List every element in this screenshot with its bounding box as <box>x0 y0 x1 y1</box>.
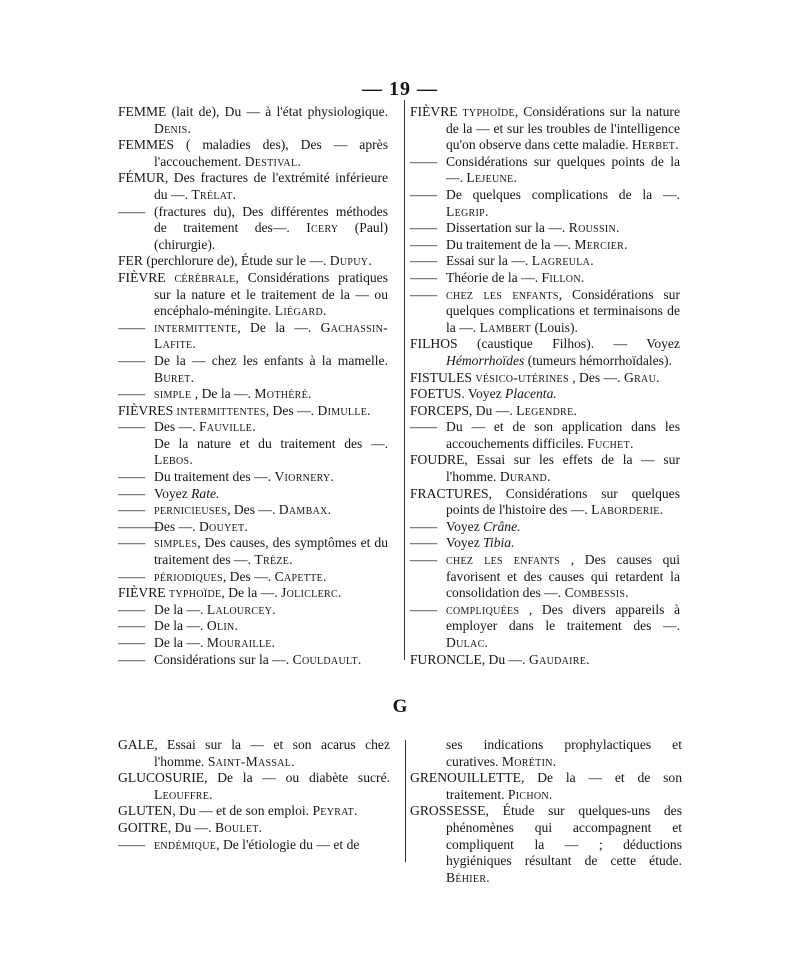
index-entry <box>118 137 388 170</box>
index-entry <box>118 353 388 386</box>
entry-text: FIÈVRES <box>118 402 177 418</box>
index-column-right-g <box>410 737 682 886</box>
entry-text: GLUTEN, Du — et de son emploi. <box>118 803 313 819</box>
entry-author-or-qualifier: Trèze. <box>254 552 293 568</box>
entry-text: , Des divers appareils à employer dans le traitement des —. <box>446 601 680 634</box>
entry-text: GOITRE, Du —. <box>118 819 216 835</box>
index-entry <box>118 104 388 137</box>
ditto-rule: —— <box>410 552 438 568</box>
entry-author-or-qualifier: cérébrale <box>174 269 236 285</box>
ditto-rule: —— <box>118 535 146 551</box>
entry-text: Considérations sur quelques points de la —. <box>446 153 680 186</box>
entry-text: , Considérations pratiques sur la nature et le traitement de la — ou encéphalo-méningite. <box>154 269 388 319</box>
entry-author-or-qualifier: typhoïde <box>168 585 222 601</box>
entry-text: FEMMES ( maladies des), Des — après l'accouchement. <box>118 137 388 169</box>
index-entry <box>118 569 388 586</box>
index-column-right <box>410 104 680 668</box>
ditto-rule: —— <box>410 186 438 202</box>
entry-author-or-qualifier: Saint-Massal. <box>207 753 295 769</box>
ditto-rule: —— <box>410 153 438 169</box>
entry-text: FILHOS (caustique Filhos). — Voyez <box>410 336 680 352</box>
index-entry <box>410 370 680 387</box>
index-entry <box>410 220 680 237</box>
entry-text: Dissertation sur la —. <box>446 220 569 236</box>
entry-author-or-qualifier: Mouraille. <box>206 635 276 650</box>
section-letter: G <box>392 696 408 717</box>
entry-text: (Louis). <box>531 319 578 335</box>
ditto-rule: —— <box>118 601 146 617</box>
ditto-rule: —— <box>410 518 438 534</box>
entry-text: FIÈVRE <box>118 269 175 285</box>
entry-author-or-qualifier: Olin. <box>206 618 239 634</box>
entry-author-or-qualifier: simple <box>154 386 192 402</box>
entry-text: , Des causes qui favorisent et des causes qui retardent la consolidation des —. <box>446 552 680 601</box>
index-entry <box>410 452 680 485</box>
entry-text: De la —. <box>154 601 207 617</box>
entry-cross-reference: Placenta. <box>505 386 557 402</box>
ditto-rule: —— <box>118 203 146 219</box>
entry-text: , Des causes, des symptômes et du traitement des —. <box>154 535 388 568</box>
entry-author-or-qualifier: Gachassin-Lafite. <box>154 319 388 352</box>
entry-author-or-qualifier: chez les enfants <box>446 552 561 568</box>
entry-author-or-qualifier: Liégard. <box>274 303 327 319</box>
entry-text: FIÈVRE <box>118 585 169 601</box>
index-entry <box>410 336 680 369</box>
ditto-rule: —— <box>118 651 146 667</box>
index-entry <box>410 519 680 536</box>
index-entry <box>118 170 388 203</box>
index-entry <box>410 803 682 886</box>
entry-text: , De la —. <box>191 386 255 402</box>
entry-author-or-qualifier: Couldault. <box>292 651 362 667</box>
entry-text: De la — chez les enfants à la mamelle. <box>154 352 388 368</box>
entry-text: FÉMUR, Des fractures de l'extrémité inférieure du —. <box>118 170 388 202</box>
entry-text: FOETUS. Voyez <box>410 386 506 402</box>
index-entry <box>118 403 388 420</box>
entry-author-or-qualifier: chez les enfants <box>446 286 559 302</box>
ditto-rule: —— <box>118 618 146 634</box>
entry-text: Du traitement de la —. <box>446 236 575 252</box>
entry-text: Théorie de la —. <box>446 269 542 285</box>
entry-author-or-qualifier: Fillon. <box>541 269 585 285</box>
column-divider-g <box>405 740 406 862</box>
entry-text: GALE, Essai sur la — et son acarus chez l'homme. <box>118 737 390 769</box>
entry-text: (tumeurs hémorrhoïdales). <box>524 352 672 368</box>
entry-cross-reference: Crâne. <box>483 518 521 534</box>
entry-author-or-qualifier: Pichon. <box>507 786 553 802</box>
entry-text: Essai sur la —. <box>446 253 532 269</box>
entry-author-or-qualifier: Morétin. <box>501 753 557 769</box>
entry-text: GLUCOSURIE, De la — ou diabète sucré. <box>118 770 390 786</box>
index-entry <box>118 419 388 436</box>
entry-text: Des —. <box>154 518 199 534</box>
entry-text: , Considérations sur quelques complications et terminaisons de la —. <box>446 286 680 335</box>
entry-author-or-qualifier: Durand. <box>499 469 551 485</box>
entry-author-or-qualifier: Grau. <box>623 369 660 385</box>
ditto-rule: —— <box>410 286 438 302</box>
entry-text: FEMME (lait de), Du — à l'état physiologique. <box>118 104 388 119</box>
index-entry <box>118 469 388 486</box>
ditto-rule: —— <box>410 269 438 285</box>
entry-text: (Paul) (chirurgie). <box>154 220 389 252</box>
index-entry <box>410 770 682 803</box>
entry-author-or-qualifier: Fuchet. <box>587 435 634 451</box>
index-entry <box>410 237 680 254</box>
index-entry <box>410 253 680 270</box>
entry-text: , Considérations sur la nature de la — et sur les troubles de l'intelligence qu'on observe dans cette maladie. <box>446 104 680 153</box>
entry-author-or-qualifier: Béhier. <box>446 869 491 885</box>
entry-author-or-qualifier: Dimulle. <box>317 402 371 418</box>
entry-author-or-qualifier: Boulet. <box>215 819 263 835</box>
entry-author-or-qualifier: Mercier. <box>574 236 628 252</box>
entry-author-or-qualifier: Dambax. <box>278 502 332 518</box>
ditto-rule: —— <box>118 469 146 485</box>
entry-author-or-qualifier: Douyet. <box>198 518 249 534</box>
column-divider <box>404 100 405 660</box>
index-entry <box>118 502 388 519</box>
entry-author-or-qualifier: Laborderie. <box>591 502 664 518</box>
entry-text: FRACTURES, Considérations sur quelques points de l'histoire des —. <box>410 485 680 518</box>
ditto-rule: —— <box>118 502 146 518</box>
entry-text: Voyez <box>446 535 484 551</box>
index-entry <box>118 652 388 669</box>
entry-text: FURONCLE, Du —. <box>410 651 529 667</box>
index-entry <box>118 204 388 254</box>
index-entry <box>410 270 680 287</box>
entry-author-or-qualifier: typhoïde <box>462 104 515 119</box>
entry-author-or-qualifier: Trélat. <box>191 186 237 202</box>
entry-text: FER (perchlorure de), Étude sur le —. <box>118 253 330 269</box>
entry-author-or-qualifier: Mothéré. <box>254 386 312 402</box>
entry-author-or-qualifier: simples <box>154 535 198 551</box>
entry-author-or-qualifier: périodiques <box>154 568 223 584</box>
entry-text: De la nature et du traitement des —. <box>154 435 388 451</box>
entry-author-or-qualifier: compliquées <box>446 601 520 617</box>
index-entry <box>118 486 388 503</box>
index-entry <box>118 436 388 469</box>
entry-author-or-qualifier: intermittente <box>154 319 238 335</box>
entry-author-or-qualifier: Buret. <box>154 369 195 385</box>
entry-author-or-qualifier: vésico-utérines <box>475 369 569 385</box>
index-entry <box>410 154 680 187</box>
entry-text: GROSSESSE, Étude sur quelques-uns des phénomènes qui accompagnent et compliquent la — ; déductions hygiéniques résultant de cette étude. <box>410 803 682 869</box>
entry-author-or-qualifier: Combessis. <box>564 585 629 601</box>
index-entry <box>410 486 680 519</box>
index-entry <box>118 820 390 837</box>
entry-author-or-qualifier: Herbet. <box>631 137 679 153</box>
index-entry <box>118 602 388 619</box>
index-entry <box>118 585 388 602</box>
entry-author-or-qualifier: Joliclerc. <box>281 585 342 601</box>
ditto-rule: —— <box>118 635 146 650</box>
entry-text: Du traitement des —. <box>154 469 275 485</box>
entry-author-or-qualifier: Fauville. <box>198 419 256 435</box>
entry-cross-reference: Tibia. <box>483 535 515 551</box>
entry-text: , Des —. <box>222 568 275 584</box>
ditto-rule: ——— <box>118 518 159 534</box>
entry-text: Des —. <box>154 419 199 435</box>
index-entry <box>410 652 680 669</box>
entry-text: (fractures du), Des différentes méthodes de traitement des—. <box>154 203 388 236</box>
ditto-rule: —— <box>118 419 146 435</box>
entry-text: , De l'étiologie du — et de <box>216 836 360 852</box>
entry-author-or-qualifier: Peyrat. <box>312 803 358 819</box>
ditto-rule: —— <box>118 352 146 368</box>
entry-text: FOUDRE, Essai sur les effets de la — sur l'homme. <box>410 452 680 485</box>
entry-author-or-qualifier: pernicieuses <box>154 502 228 518</box>
entry-cross-reference: Hémorrhoïdes <box>446 352 525 368</box>
index-entry <box>118 737 390 770</box>
index-entry <box>118 618 388 635</box>
ditto-rule: —— <box>410 253 438 269</box>
entry-author-or-qualifier: Roussin. <box>568 220 620 236</box>
entry-text: , De la —. <box>221 585 282 601</box>
ditto-rule: —— <box>118 836 146 852</box>
entry-author-or-qualifier: Legrip. <box>446 203 489 219</box>
entry-author-or-qualifier: Leouffre. <box>154 786 213 802</box>
ditto-rule: —— <box>410 419 438 435</box>
ditto-rule: —— <box>410 220 438 236</box>
entry-author-or-qualifier: Denis. <box>154 120 192 136</box>
index-entry <box>410 737 682 770</box>
entry-text: FISTULES <box>410 369 476 385</box>
entry-author-or-qualifier: Legendre. <box>516 402 578 418</box>
index-entry <box>410 552 680 602</box>
index-entry <box>118 320 388 353</box>
index-entry <box>118 519 388 536</box>
index-entry <box>118 635 388 652</box>
entry-author-or-qualifier: Lebos. <box>154 452 194 468</box>
entry-text: ses indications prophylactiques et curatives. <box>446 737 682 769</box>
index-entry <box>118 837 390 854</box>
ditto-rule: —— <box>118 386 146 402</box>
index-entry <box>118 386 388 403</box>
index-entry <box>410 104 680 154</box>
ditto-rule: —— <box>410 236 438 252</box>
entry-author-or-qualifier: Icery <box>306 220 339 236</box>
entry-author-or-qualifier: Dulac. <box>446 635 489 650</box>
entry-text: Voyez <box>446 518 484 534</box>
entry-author-or-qualifier: Lagreula. <box>531 253 594 269</box>
index-entry <box>410 535 680 552</box>
entry-text: De la —. <box>154 635 207 650</box>
entry-text: Voyez <box>154 485 192 501</box>
index-entry <box>118 253 388 270</box>
entry-text: Considérations sur la —. <box>154 651 293 667</box>
page-number: — 19 — <box>362 78 438 100</box>
index-entry <box>410 386 680 403</box>
entry-text: , De la —. <box>237 319 321 335</box>
ditto-rule: —— <box>410 535 438 551</box>
entry-text: De la —. <box>154 618 207 634</box>
entry-text: FIÈVRE <box>410 104 463 119</box>
index-entry <box>118 535 388 568</box>
index-entry <box>410 602 680 652</box>
entry-author-or-qualifier: Lalourcey. <box>206 601 277 617</box>
entry-cross-reference: Rate. <box>191 485 220 501</box>
entry-text: FORCEPS, Du —. <box>410 402 517 418</box>
index-entry <box>410 419 680 452</box>
ditto-rule: —— <box>118 485 146 501</box>
ditto-rule: —— <box>118 568 146 584</box>
entry-author-or-qualifier: intermittentes <box>176 402 266 418</box>
entry-author-or-qualifier: Dupuy. <box>329 253 373 269</box>
ditto-rule: —— <box>118 319 146 335</box>
entry-text: , Des —. <box>568 369 624 385</box>
ditto-rule: —— <box>410 601 438 617</box>
entry-author-or-qualifier: Capette. <box>274 568 327 584</box>
entry-text: De quelques complications de la —. <box>446 186 680 202</box>
entry-text: Du — et de son application dans les accouchements difficiles. <box>446 419 680 451</box>
index-entry <box>410 403 680 420</box>
index-entry <box>410 287 680 337</box>
entry-author-or-qualifier: endémique <box>154 836 217 852</box>
index-entry <box>410 187 680 220</box>
entry-author-or-qualifier: Gaudaire. <box>528 651 590 667</box>
entry-author-or-qualifier: Viornery. <box>274 469 335 485</box>
entry-author-or-qualifier: Lambert <box>479 319 532 335</box>
index-entry <box>118 770 390 803</box>
index-column-left <box>118 104 388 668</box>
entry-author-or-qualifier: Destival. <box>244 153 302 169</box>
entry-author-or-qualifier: Lejeune. <box>466 170 518 186</box>
entry-text: GRENOUILLETTE, De la — et de son traitement. <box>410 770 682 802</box>
entry-text: , Des —. <box>227 502 279 518</box>
index-entry <box>118 270 388 320</box>
index-column-left-g <box>118 737 390 853</box>
entry-text: , Des —. <box>265 402 318 418</box>
index-entry <box>118 803 390 820</box>
